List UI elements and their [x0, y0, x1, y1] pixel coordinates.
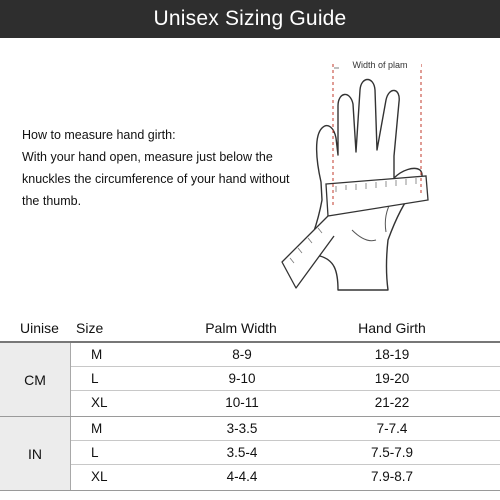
table-row: [71, 417, 500, 441]
tape-tail: [282, 216, 334, 288]
tape-band: [326, 176, 428, 216]
header-hand-girth: Hand Girth: [358, 320, 426, 336]
table-row: [71, 465, 500, 489]
size-cell: M: [91, 347, 103, 362]
size-cell: XL: [91, 395, 108, 410]
measure-instructions: [22, 124, 292, 212]
header-size: Size: [76, 320, 104, 336]
size-cell: XL: [91, 469, 108, 484]
unit-label: IN: [0, 417, 70, 490]
size-group-cm: [0, 343, 500, 416]
instructions-body: With your hand open, measure just below the knuckles the circumference of your hand without the thumb.: [22, 150, 290, 208]
table-row: [71, 391, 500, 415]
header-uinise: Uinise: [20, 320, 59, 336]
header-palm-width: Palm Width: [205, 320, 277, 336]
table-bottom-rule: [0, 490, 500, 491]
title-bar: [0, 0, 500, 38]
hand-girth-cell: 19-20: [374, 371, 410, 386]
palm-width-label: Width of plam: [339, 60, 421, 70]
palm-crease: [352, 230, 376, 241]
table-row: [71, 343, 500, 367]
palm-width-cell: 8-9: [232, 347, 252, 362]
table-header: [0, 316, 500, 342]
hand-girth-cell: 7.5-7.9: [370, 445, 414, 460]
unit-label: CM: [0, 343, 70, 416]
palm-width-cell: 10-11: [225, 395, 259, 410]
size-cell: L: [91, 445, 99, 460]
hand-measure-icon: [268, 54, 468, 300]
table-row: [71, 367, 500, 391]
table-row: [71, 441, 500, 465]
hand-girth-cell: 21-22: [374, 395, 410, 410]
size-group-in: [0, 417, 500, 490]
size-cell: M: [91, 421, 103, 436]
palm-width-cell: 3-3.5: [226, 421, 258, 436]
palm-width-cell: 4-4.4: [226, 469, 258, 484]
instructions-heading: How to measure hand girth:: [22, 128, 176, 142]
hand-girth-cell: 7.9-8.7: [370, 469, 414, 484]
page-title: Unisex Sizing Guide: [153, 7, 347, 30]
palm-width-cell: 3.5-4: [226, 445, 258, 460]
size-cell: L: [91, 371, 99, 386]
palm-width-cell: 9-10: [228, 371, 256, 386]
hand-girth-cell: 18-19: [374, 347, 410, 362]
hand-girth-cell: 7-7.4: [376, 421, 408, 436]
